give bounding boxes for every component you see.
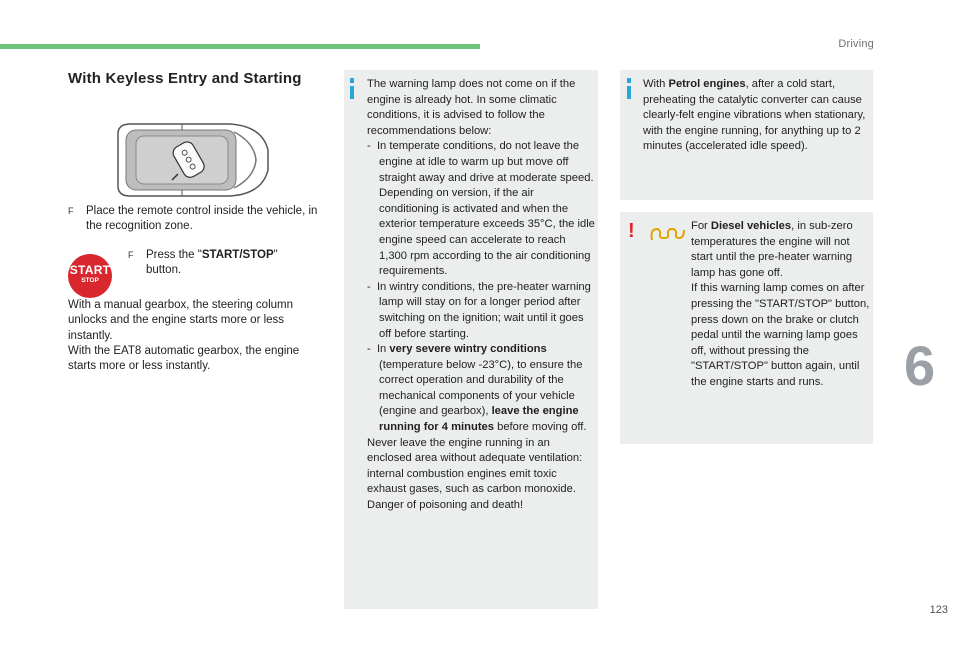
page-number: 123 (929, 604, 948, 616)
section-heading: With Keyless Entry and Starting (68, 70, 302, 87)
diesel-vehicles-keyword: Diesel vehicles (710, 220, 792, 232)
info-box-petrol-text: With Petrol engines, after a cold start, preheating the catalytic converter can cause clearly-felt engine vibrations when stationary, with the engine running, for anything up to 2 minutes (accelerated idle speed). (643, 78, 866, 153)
stop-label: STOP (81, 277, 99, 284)
start-label: START (69, 263, 111, 277)
car-top-view-illustration (112, 120, 272, 200)
info-icon (627, 86, 631, 99)
list-item: - In temperate conditions, do not leave the engine at idle to warm up but move off straight away and drive at moderate speed. (367, 140, 594, 184)
glow-plug-icon (648, 226, 688, 242)
warning-box-diesel-text: For Diesel vehicles, in sub-zero temperatures the engine will not start until the pre-heater warning lamp has gone off. If this warning lamp comes on after pressing the "START/STOP" button, press down on the brake or clutch pedal until the warning lamp goes off, without pressing the "START/STOP" button again, until the engine starts and runs. (691, 220, 870, 388)
info-intro: The warning lamp does not come on if the engine is already hot. In some climatic conditions, it is advised to follow the recommendations below: (367, 78, 576, 137)
step-marker-icon: F (68, 206, 74, 216)
warning-icon: ! (628, 220, 635, 242)
manual-gearbox-text: With a manual gearbox, the steering column unlocks and the engine starts more or less instantly. (68, 299, 294, 342)
list-item: - In wintry conditions, the pre-heater warning lamp will stay on for a longer period after switching on the ignition; wait until it goes off before starting. (367, 280, 591, 340)
section-title: Driving (838, 38, 874, 50)
step-place-remote (68, 204, 328, 234)
start-stop-keyword: START/STOP (201, 249, 274, 261)
info-box-warm-up-text (367, 77, 595, 514)
list-item: - In very severe wintry conditions (temperature below -23°C), to ensure the correct operation and durability of the mechanical components of your vehicle (engine and gearbox), leave the engine running for 4 minutes before moving off. (367, 343, 587, 434)
start-stop-button-icon (68, 254, 112, 298)
keyless-entry-section (68, 70, 333, 373)
chapter-number: 6 (904, 334, 936, 397)
info-icon (350, 86, 354, 99)
step-press-button: F Press the "START/STOP" button. (128, 249, 278, 276)
gearbox-notes (68, 298, 328, 374)
step1-text: Place the remote control inside the vehicle, in the recognition zone. (86, 205, 318, 232)
section-color-bar (0, 44, 480, 49)
info-outro: Never leave the engine running in an enclosed area without adequate ventilation: internal combustion engines emit toxic exhaust gases, such as carbon monoxide. Danger of poisoning and death! (367, 436, 583, 512)
automatic-gearbox-text: With the EAT8 automatic gearbox, the engine starts more or less instantly. (68, 344, 300, 373)
list-item-continuation: Depending on version, if the air conditioning is activated and when the exterior temperature exceeds 35°C, the idle engine speed can accelerate to reach 1,300 rpm according to the air conditioning requirements. (379, 187, 595, 278)
petrol-engines-keyword: Petrol engines (668, 78, 746, 90)
step-marker-icon: F (128, 250, 134, 260)
